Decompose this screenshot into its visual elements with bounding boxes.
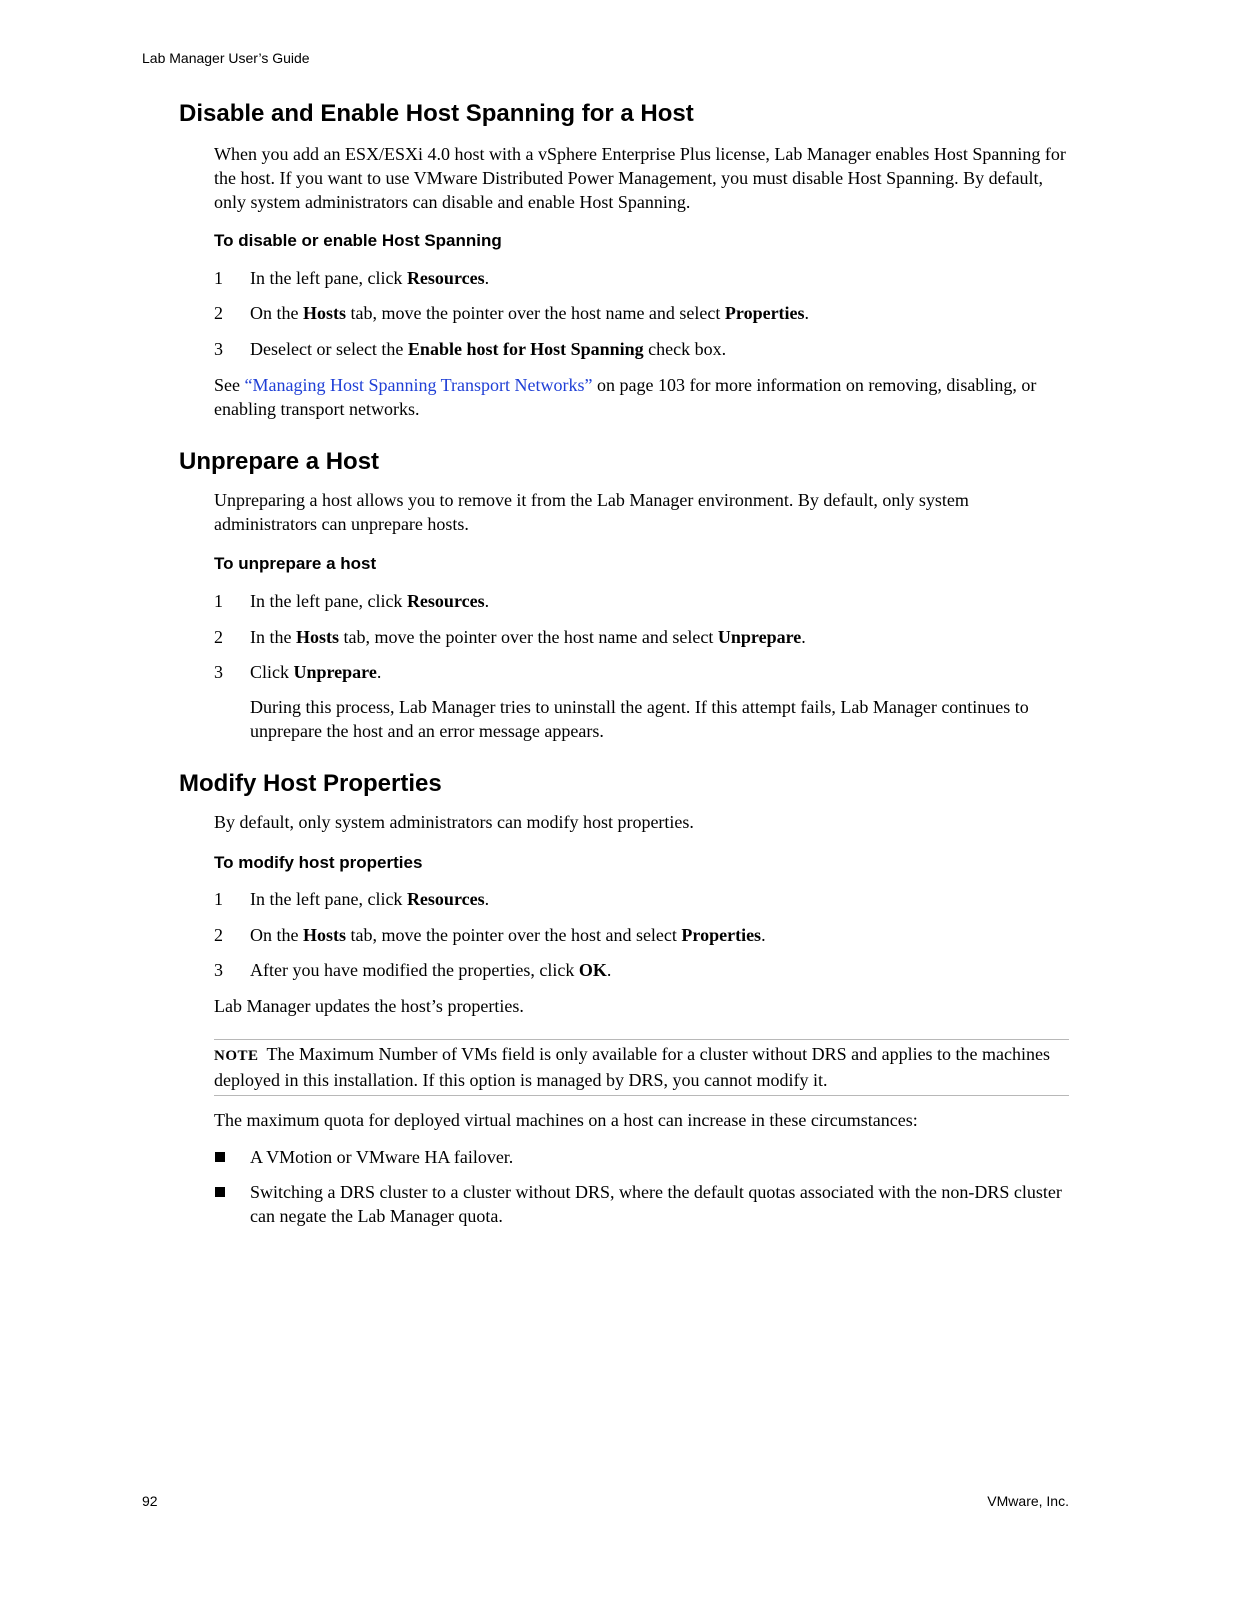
step-number: 1 — [214, 889, 223, 909]
step-detail: During this process, Lab Manager tries to uninstall the agent. If this attempt fails, Lab Manager continues to unprepare the host and an error message appears. — [250, 697, 1029, 741]
step-number: 3 — [214, 339, 223, 359]
section-intro: By default, only system administrators can modify host properties. — [214, 812, 694, 832]
bullet-square-icon — [215, 1152, 225, 1162]
ui-term-ok: OK — [578, 960, 607, 980]
ui-term-enable-host-spanning: Enable host for Host Spanning — [407, 339, 644, 359]
footer-company: VMware, Inc. — [987, 1493, 1069, 1509]
ui-term-unprepare: Unprepare — [717, 627, 802, 647]
step-text: Click Unprepare. — [250, 662, 382, 682]
see-also-paragraph: See “Managing Host Spanning Transport Networks” on page 103 for more information on removing, disabling, or enabling transport networks. — [214, 375, 1037, 419]
result-paragraph: Lab Manager updates the host’s properties. — [214, 996, 524, 1016]
section-heading-modify-properties: Modify Host Properties — [179, 770, 442, 797]
section-heading-host-spanning: Disable and Enable Host Spanning for a Host — [179, 100, 694, 127]
step-number: 1 — [214, 591, 223, 611]
running-header: Lab Manager User’s Guide — [142, 50, 310, 66]
step-text: On the Hosts tab, move the pointer over the host and select Properties. — [250, 925, 766, 945]
procedure-title: To unprepare a host — [214, 554, 377, 573]
bullet-text: Switching a DRS cluster to a cluster without DRS, where the default quotas associated with the non-DRS cluster can negate the Lab Manager quota. — [250, 1182, 1062, 1226]
bullet-square-icon — [215, 1187, 225, 1197]
step-number: 2 — [214, 627, 223, 647]
step-number: 1 — [214, 268, 223, 288]
step-number: 2 — [214, 303, 223, 323]
procedure-title: To disable or enable Host Spanning — [214, 231, 502, 250]
note-text: The Maximum Number of VMs field is only available for a cluster without DRS and applies to the machines deployed in this installation. If this option is managed by DRS, you cannot modify it. — [214, 1044, 1051, 1090]
step-text: In the left pane, click Resources. — [250, 889, 490, 909]
step-text: In the Hosts tab, move the pointer over the host name and select Unprepare. — [250, 627, 806, 647]
step-number: 3 — [214, 662, 223, 682]
ui-term-resources: Resources — [406, 268, 485, 288]
section-intro: When you add an ESX/ESXi 4.0 host with a vSphere Enterprise Plus license, Lab Manager enables Host Spanning for the host. If you want to use VMware Distributed Power Management, you must disable Host Spanning. By default, only system administrators can disable and enable Host Spanning. — [214, 144, 1066, 212]
step-number: 3 — [214, 960, 223, 980]
note-label: NOTE — [214, 1048, 259, 1064]
ui-term-hosts: Hosts — [303, 303, 347, 323]
ui-term-hosts: Hosts — [303, 925, 347, 945]
ui-term-unprepare: Unprepare — [293, 662, 377, 682]
quota-intro: The maximum quota for deployed virtual machines on a host can increase in these circumstances: — [214, 1110, 918, 1130]
step-text: On the Hosts tab, move the pointer over the host name and select Properties. — [250, 303, 810, 323]
step-text: In the left pane, click Resources. — [250, 591, 490, 611]
page-number: 92 — [142, 1493, 158, 1509]
cross-reference-link[interactable]: “Managing Host Spanning Transport Networks” — [244, 375, 593, 395]
ui-term-resources: Resources — [406, 591, 485, 611]
procedure-title: To modify host properties — [214, 853, 423, 872]
ui-term-properties: Properties — [724, 303, 805, 323]
note-box — [214, 1039, 1069, 1096]
section-heading-unprepare: Unprepare a Host — [179, 448, 380, 475]
ui-term-hosts: Hosts — [295, 627, 339, 647]
ui-term-resources: Resources — [406, 889, 485, 909]
ui-term-properties: Properties — [681, 925, 762, 945]
section-intro: Unpreparing a host allows you to remove it from the Lab Manager environment. By default, only system administrators can unprepare hosts. — [214, 490, 969, 534]
bullet-text: A VMotion or VMware HA failover. — [250, 1147, 514, 1167]
step-number: 2 — [214, 925, 223, 945]
step-text: After you have modified the properties, click OK. — [250, 960, 612, 980]
step-text: Deselect or select the Enable host for Host Spanning check box. — [250, 339, 727, 359]
step-text: In the left pane, click Resources. — [250, 268, 490, 288]
